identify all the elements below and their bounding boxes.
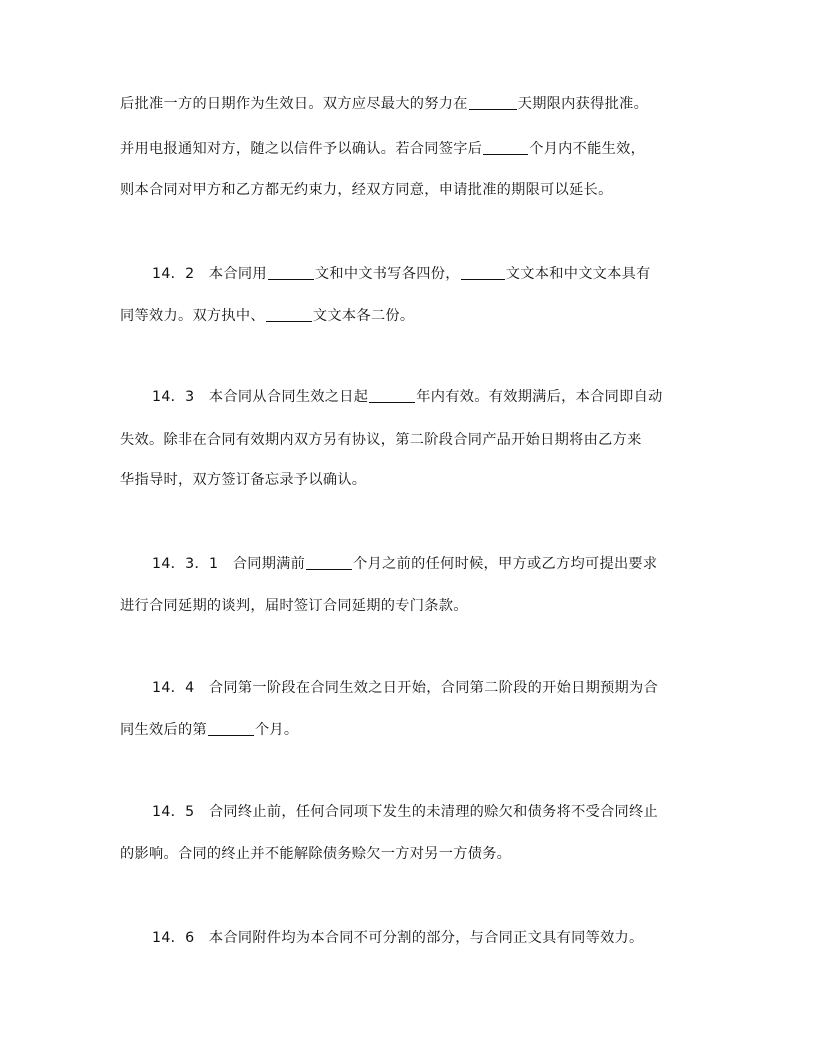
text-segment: 华指导时，双方签订备忘录予以确认。	[120, 472, 367, 488]
clause-14-2-line	[120, 306, 414, 326]
text-segment: 合同终止前，任何合同项下发生的未清理的赊欠和债务将不受合同终止	[208, 804, 659, 820]
clause-14-3-1-line	[152, 554, 657, 574]
text-segment: 本合同附件均为本合同不可分割的部分，与合同正文具有同等效力。	[208, 930, 644, 946]
text-segment: 天期限内获得批准。	[517, 96, 649, 112]
clause-14-5-line	[120, 844, 511, 864]
clause-14-2-line	[152, 264, 651, 284]
clause-14-3-line	[152, 387, 663, 407]
clause-14-3-line	[120, 430, 642, 450]
paragraph-line	[120, 94, 648, 114]
clause-14-4-line	[152, 678, 658, 698]
clause-number: 14．3	[152, 389, 195, 405]
text-segment: 合同期满前	[232, 556, 306, 572]
text-segment: 本合同用	[208, 266, 267, 282]
clause-14-3-1-line	[120, 596, 468, 616]
paragraph-line	[120, 180, 613, 200]
clause-number: 14．6	[152, 930, 195, 946]
text-segment: 的影响。合同的终止并不能解除债务赊欠一方对另一方债务。	[120, 846, 512, 862]
text-segment: 本合同从合同生效之日起	[208, 389, 369, 405]
text-segment: 并用电报通知对方，随之以信件予以确认。若合同签字后	[120, 141, 483, 157]
clause-number: 14．4	[152, 680, 195, 696]
clause-number: 14．3．1	[152, 556, 219, 572]
text-segment: 进行合同延期的谈判，届时签订合同延期的专门条款。	[120, 598, 468, 614]
text-segment: 个月。	[254, 722, 299, 738]
text-segment: 合同第一阶段在合同生效之日开始，合同第二阶段的开始日期预期为合	[208, 680, 659, 696]
clause-14-3-line	[120, 470, 366, 490]
text-segment: 同等效力。双方执中、	[120, 308, 265, 324]
text-segment: 失效。除非在合同有效期内双方另有协议，第二阶段合同产品开始日期将由乙方来	[120, 432, 642, 448]
text-segment: 文文本各二份。	[312, 308, 415, 324]
paragraph-line	[120, 139, 645, 159]
text-segment: 文文本和中文文本具有	[505, 266, 651, 282]
text-segment: 个月之前的任何时候，甲方或乙方均可提出要求	[353, 556, 658, 572]
fill-blank	[268, 265, 314, 280]
clause-14-6-line	[152, 928, 644, 948]
fill-blank	[483, 140, 528, 155]
clause-14-4-line	[120, 720, 298, 740]
clause-number: 14．5	[152, 804, 195, 820]
text-segment: 个月内不能生效，	[529, 141, 646, 157]
clause-number: 14．2	[152, 266, 195, 282]
clause-14-5-line	[152, 802, 658, 822]
text-segment: 后批准一方的日期作为生效日。双方应尽最大的努力在	[120, 96, 468, 112]
fill-blank	[208, 721, 254, 736]
text-segment: 文和中文书写各四份，	[314, 266, 460, 282]
fill-blank	[461, 265, 505, 280]
text-segment: 则本合同对甲方和乙方都无约束力，经双方同意，申请批准的期限可以延长。	[120, 182, 613, 198]
fill-blank	[469, 95, 517, 110]
fill-blank	[369, 388, 415, 403]
text-segment: 同生效后的第	[120, 722, 207, 738]
text-segment: 年内有效。有效期满后，本合同即自动	[416, 389, 663, 405]
fill-blank	[266, 307, 312, 322]
fill-blank	[306, 555, 352, 570]
